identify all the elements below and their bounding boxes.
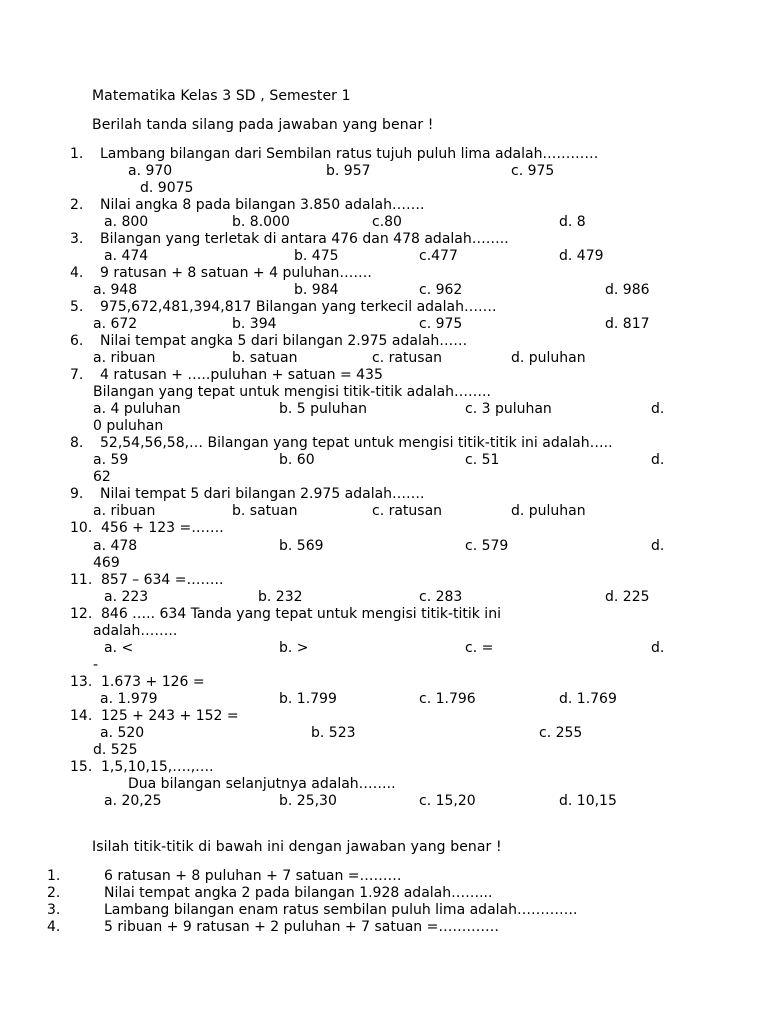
option-c: c. 579 [465,538,509,554]
option-d: d. 479 [559,248,604,264]
option-b: b. 60 [279,452,315,468]
option-d: d. 9075 [140,180,194,196]
option-a: a. 474 [104,248,149,264]
option-a: a. 970 [128,163,173,179]
option-a: a. 223 [104,589,149,605]
option-b: b. 8.000 [232,214,290,230]
question-number: 3. [70,231,84,247]
question-number: 6. [70,333,84,349]
essay-number: 3. [47,902,61,918]
option-b: b. 25,30 [279,793,337,809]
option-c: c. 975 [511,163,555,179]
option-b: b. 232 [258,589,303,605]
option-b: b. satuan [232,503,298,519]
option-c: c. 975 [419,316,463,332]
essay-question: Lambang bilangan enam ratus sembilan puluh lima adalah…………. [104,902,578,918]
question-number: 10. [70,520,93,536]
option-d: d. 525 [93,742,138,758]
option-a: a. 20,25 [104,793,162,809]
option-a: a. 4 puluhan [93,401,181,417]
question-text: 4 ratusan + …..puluhan + satuan = 435 [100,367,383,383]
option-d-value: 0 puluhan [93,418,164,434]
option-b: b. 394 [232,316,277,332]
question-number: 7. [70,367,84,383]
question-subtext: adalah…….. [93,623,178,639]
option-c: c. 255 [539,725,583,741]
option-c: c. 283 [419,589,463,605]
essay-question: 6 ratusan + 8 puluhan + 7 satuan =……… [104,868,402,884]
question-number: 15. [70,759,93,775]
question-number: 5. [70,299,84,315]
option-d-value: - [93,657,99,673]
question-number: 14. [70,708,93,724]
option-d: d. [651,452,665,468]
question-text: Bilangan yang terletak di antara 476 dan 478 adalah…….. [100,231,509,247]
essay-question: 5 ribuan + 9 ratusan + 2 puluhan + 7 satuan =…………. [104,919,499,935]
section1-instruction: Berilah tanda silang pada jawaban yang benar ! [92,117,434,133]
option-b: b. 5 puluhan [279,401,367,417]
option-b: b. 475 [294,248,339,264]
option-d: d. [651,640,665,656]
option-d: d. [651,538,665,554]
option-c: c. 51 [465,452,500,468]
section2-instruction: Isilah titik-titik di bawah ini dengan jawaban yang benar ! [92,839,502,855]
option-d-value: 469 [93,555,120,571]
question-number: 1. [70,146,84,162]
option-c: c.477 [419,248,458,264]
option-d: d. 10,15 [559,793,617,809]
question-text: 975,672,481,394,817 Bilangan yang terkecil adalah……. [100,299,497,315]
question-number: 4. [70,265,84,281]
option-b: b. 1.799 [279,691,337,707]
question-number: 8. [70,435,84,451]
option-d: d. puluhan [511,350,586,366]
option-a: a. < [104,640,134,656]
option-a: a. 948 [93,282,138,298]
question-text: 125 + 243 + 152 = [101,708,239,724]
option-c: c. 1.796 [419,691,476,707]
essay-number: 4. [47,919,61,935]
question-number: 13. [70,674,93,690]
question-text: Nilai tempat 5 dari bilangan 2.975 adalah……. [100,486,425,502]
question-subtext: Dua bilangan selanjutnya adalah…….. [128,776,396,792]
option-c: c. ratusan [372,350,443,366]
option-b: b. 569 [279,538,324,554]
option-a: a. 800 [104,214,149,230]
option-b: b. > [279,640,309,656]
question-text: 52,54,56,58,… Bilangan yang tepat untuk mengisi titik-titik ini adalah….. [100,435,613,451]
question-text: 1.673 + 126 = [101,674,205,690]
option-a: a. 1.979 [100,691,158,707]
question-number: 12. [70,606,93,622]
question-subtext: Bilangan yang tepat untuk mengisi titik-titik adalah…….. [93,384,491,400]
essay-question: Nilai tempat angka 2 pada bilangan 1.928 adalah……... [104,885,493,901]
option-a: a. ribuan [93,503,156,519]
question-text: 846 ….. 634 Tanda yang tepat untuk mengisi titik-titik ini [101,606,501,622]
option-c: c.80 [372,214,402,230]
option-a: a. 520 [100,725,145,741]
essay-number: 1. [47,868,61,884]
question-text: 1,5,10,15,….,…. [101,759,214,775]
option-c: c. ratusan [372,503,443,519]
option-b: b. 984 [294,282,339,298]
option-d: d. puluhan [511,503,586,519]
option-a: a. 478 [93,538,138,554]
option-c: c. = [465,640,494,656]
question-text: Nilai angka 8 pada bilangan 3.850 adalah……. [100,197,425,213]
question-text: 456 + 123 =……. [101,520,224,536]
question-text: 857 – 634 =…….. [101,572,224,588]
question-number: 9. [70,486,84,502]
question-text: Lambang bilangan dari Sembilan ratus tujuh puluh lima adalah………… [100,146,599,162]
option-d: d. 8 [559,214,586,230]
option-c: c. 962 [419,282,463,298]
option-c: c. 15,20 [419,793,476,809]
question-text: Nilai tempat angka 5 dari bilangan 2.975 adalah…… [100,333,468,349]
option-b: b. 957 [326,163,371,179]
page-title: Matematika Kelas 3 SD , Semester 1 [92,88,351,104]
option-a: a. 59 [93,452,129,468]
question-number: 11. [70,572,93,588]
option-d: d. 225 [605,589,650,605]
option-d: d. 986 [605,282,650,298]
question-text: 9 ratusan + 8 satuan + 4 puluhan……. [100,265,372,281]
option-d-value: 62 [93,469,111,485]
option-a: a. ribuan [93,350,156,366]
option-c: c. 3 puluhan [465,401,552,417]
option-d: d. [651,401,665,417]
essay-number: 2. [47,885,61,901]
option-b: b. satuan [232,350,298,366]
option-d: d. 1.769 [559,691,617,707]
question-number: 2. [70,197,84,213]
option-a: a. 672 [93,316,138,332]
option-b: b. 523 [311,725,356,741]
option-d: d. 817 [605,316,650,332]
